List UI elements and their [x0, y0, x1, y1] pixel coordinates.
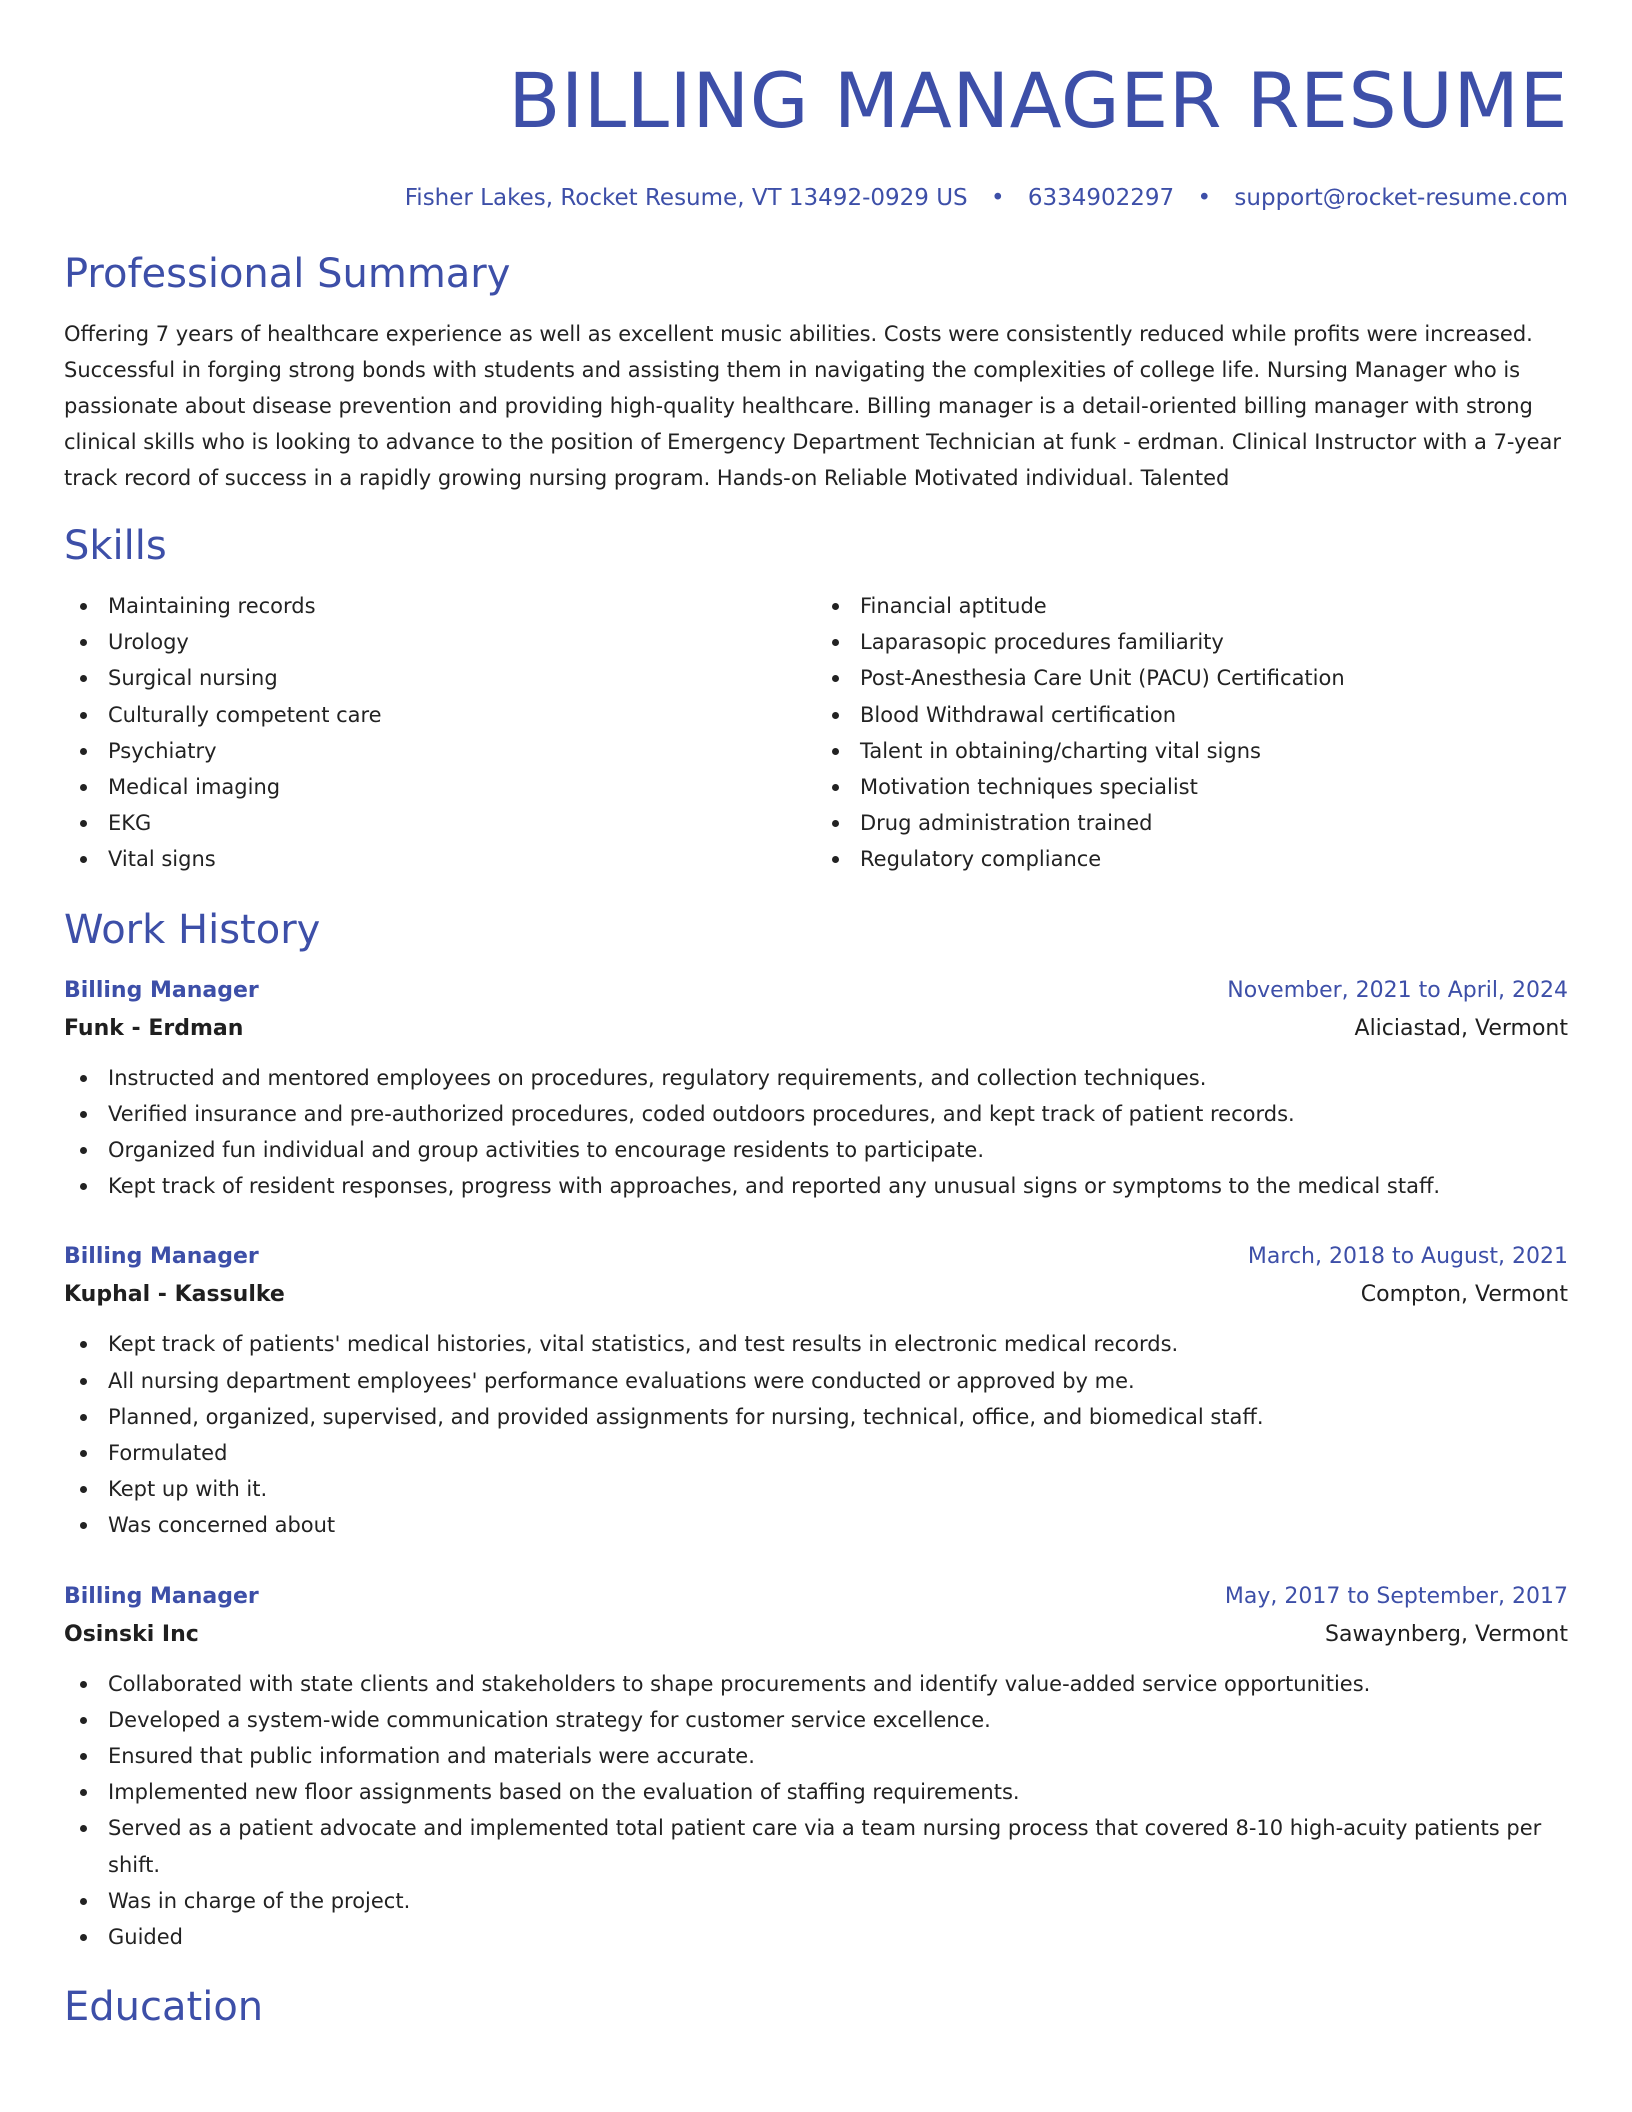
job-title-row: [64, 972, 1568, 1010]
summary-heading: Professional Summary: [64, 251, 511, 297]
job-bullet: Implemented new floor assignments based on the evaluation of staffing requirements.: [108, 1774, 1568, 1810]
job-company-row: [64, 1276, 1568, 1314]
work-history-section: [64, 906, 1568, 1956]
education-section: [64, 1983, 1568, 2031]
job-bullet: Developed a system-wide communication strategy for customer service excellence.: [108, 1702, 1568, 1738]
summary-text: Offering 7 years of healthcare experience as well as excellent music abilities. Costs were consistently reduced while profits were increased. Successful in forging strong bonds with students and assisting them in navigating the complexities of college life. Nursing Manager who is passionate about disease prevention and providing high-quality healthcare. Billing manager is a detail-oriented billing manager with strong clinical skills who is looking to advance to the position of Emergency Department Technician at funk - erdman. Clinical Instructor with a 7-year track record of success in a rapidly growing nursing program. Hands-on Reliable Motivated individual. Talented: [64, 322, 1561, 490]
job-bullet: Planned, organized, supervised, and provided assignments for nursing, technical, office, and biomedical staff.: [108, 1399, 1568, 1435]
skill-item: Urology: [108, 624, 816, 660]
job-title-row: [64, 1238, 1568, 1276]
skills-section: [64, 522, 1568, 878]
skill-item: Post-Anesthesia Care Unit (PACU) Certification: [860, 660, 1568, 696]
skill-item: Vital signs: [108, 841, 816, 877]
skill-item: Psychiatry: [108, 733, 816, 769]
skill-item: Financial aptitude: [860, 588, 1568, 624]
job-bullet: Guided: [108, 1919, 1568, 1955]
contact-phone: 6334902297: [1027, 185, 1175, 211]
contact-separator: •: [1197, 185, 1212, 211]
job-company: Kuphal - Kassulke: [64, 1282, 285, 1308]
work-history-heading: Work History: [64, 906, 321, 953]
skill-item: Medical imaging: [108, 769, 816, 805]
job-location: Aliciastad, Vermont: [1354, 1015, 1568, 1041]
job-bullet: Instructed and mentored employees on procedures, regulatory requirements, and collection techniques.: [108, 1060, 1568, 1096]
job-bullets: [64, 1666, 1568, 1956]
job-bullet: Verified insurance and pre-authorized procedures, coded outdoors procedures, and kept track of patient records.: [108, 1096, 1568, 1132]
job-entry: [64, 1238, 1568, 1543]
job-bullet: Collaborated with state clients and stakeholders to shape procurements and identify value-added service opportunities.: [108, 1666, 1568, 1702]
job-company-row: [64, 1616, 1568, 1654]
job-bullet: Organized fun individual and group activities to encourage residents to participate.: [108, 1132, 1568, 1168]
job-bullet: All nursing department employees' performance evaluations were conducted or approved by me.: [108, 1363, 1568, 1399]
skills-list-left: [64, 588, 816, 878]
skills-list-right: [816, 588, 1568, 878]
job-bullets: [64, 1326, 1568, 1543]
skill-item: Drug administration trained: [860, 805, 1568, 841]
contact-email: support@rocket-resume.com: [1234, 185, 1568, 211]
skill-item: EKG: [108, 805, 816, 841]
skill-item: Maintaining records: [108, 588, 816, 624]
job-bullets: [64, 1060, 1568, 1205]
job-bullet: Kept track of resident responses, progress with approaches, and reported any unusual signs or symptoms to the medical staff.: [108, 1168, 1568, 1204]
skill-item: Surgical nursing: [108, 660, 816, 696]
job-location: Sawaynberg, Vermont: [1325, 1621, 1568, 1647]
job-bullet: Was concerned about: [108, 1507, 1568, 1543]
job-title: Billing Manager: [64, 1583, 259, 1609]
job-dates: March, 2018 to August, 2021: [1247, 1244, 1568, 1270]
skill-item: Blood Withdrawal certification: [860, 697, 1568, 733]
resume-header: [64, 56, 1568, 212]
contact-line: [64, 184, 1568, 212]
skill-item: Laparasopic procedures familiarity: [860, 624, 1568, 660]
job-entry: [64, 972, 1568, 1205]
job-location: Compton, Vermont: [1360, 1282, 1568, 1308]
resume-title: BILLING MANAGER RESUME: [508, 56, 1568, 145]
job-entry: [64, 1578, 1568, 1956]
contact-separator: •: [990, 185, 1005, 211]
job-title: Billing Manager: [64, 1244, 259, 1270]
skill-item: Motivation techniques specialist: [860, 769, 1568, 805]
job-company: Osinski Inc: [64, 1621, 199, 1647]
job-title: Billing Manager: [64, 977, 259, 1003]
job-company-row: [64, 1010, 1568, 1048]
job-bullet: Served as a patient advocate and implemented total patient care via a team nursing process that covered 8-10 high-acuity patients per shift.: [108, 1810, 1568, 1882]
skill-item: Regulatory compliance: [860, 841, 1568, 877]
job-dates: November, 2021 to April, 2024: [1227, 977, 1568, 1003]
job-bullet: Kept up with it.: [108, 1471, 1568, 1507]
job-title-row: [64, 1578, 1568, 1616]
job-company: Funk - Erdman: [64, 1015, 244, 1041]
skill-item: Talent in obtaining/charting vital signs: [860, 733, 1568, 769]
skill-item: Culturally competent care: [108, 697, 816, 733]
skills-heading: Skills: [64, 523, 167, 569]
summary-section: [64, 250, 1568, 496]
job-bullet: Formulated: [108, 1435, 1568, 1471]
job-bullet: Was in charge of the project.: [108, 1883, 1568, 1919]
education-heading: Education: [64, 1984, 264, 2031]
skills-columns: [64, 588, 1568, 878]
job-dates: May, 2017 to September, 2017: [1224, 1583, 1568, 1609]
contact-address: Fisher Lakes, Rocket Resume, VT 13492-0929 US: [404, 185, 968, 211]
job-bullet: Kept track of patients' medical histories, vital statistics, and test results in electronic medical records.: [108, 1326, 1568, 1362]
job-bullet: Ensured that public information and materials were accurate.: [108, 1738, 1568, 1774]
